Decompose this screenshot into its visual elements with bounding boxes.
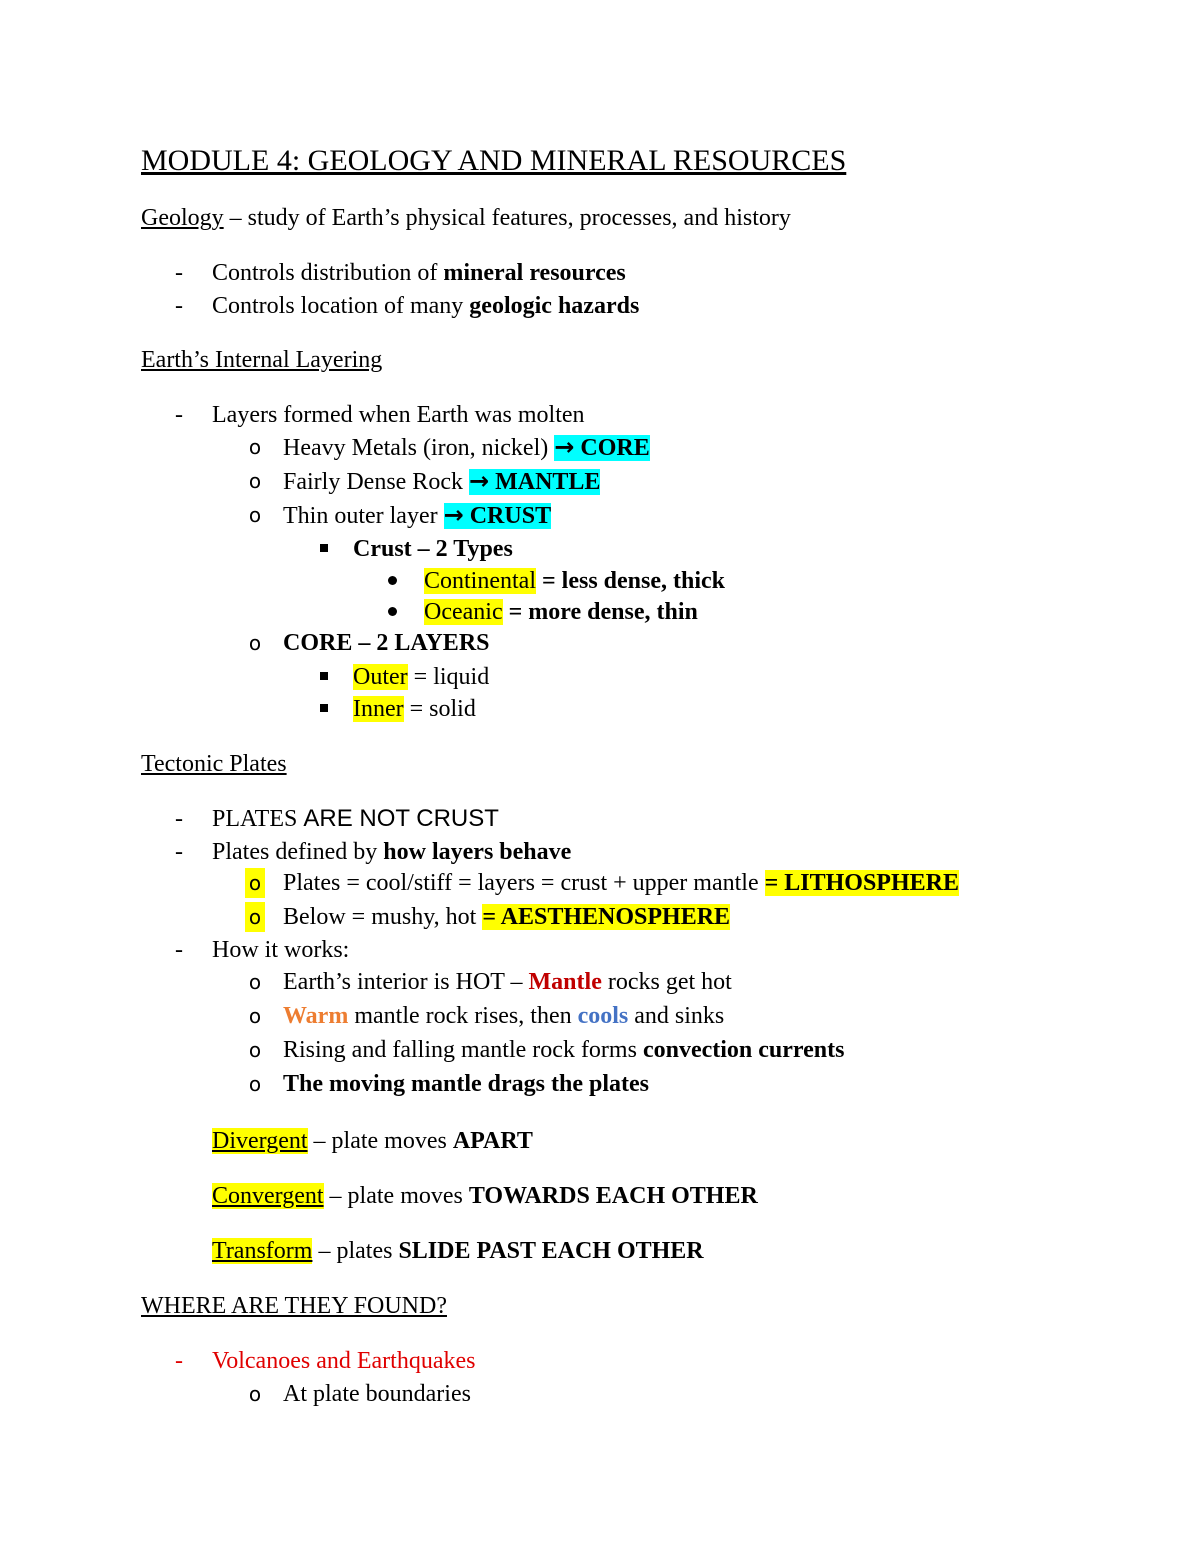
layer-crust-line: [283, 500, 551, 531]
circle-bullet: o: [248, 1382, 262, 1406]
layer-label: CRUST: [463, 503, 552, 529]
convection-line: [283, 1035, 844, 1065]
litho-text: Plates = cool/stiff = layers = crust + upper mantle: [283, 870, 765, 896]
dash-bullet: -: [175, 293, 183, 319]
convergent-line: [212, 1181, 758, 1211]
inner-term: Inner: [353, 696, 404, 722]
lithosphere-line: [283, 868, 959, 898]
oceanic-term: Oceanic: [424, 599, 503, 625]
square-bullet-icon: [320, 544, 328, 552]
layer-text: Heavy Metals (iron, nickel): [283, 435, 555, 461]
continental-line: [424, 566, 725, 596]
core-highlight: [554, 435, 649, 461]
hot-c: rocks get hot: [601, 969, 732, 995]
bullet-bold: geologic hazards: [469, 293, 640, 319]
section-heading-layering: Earth’s Internal Layering: [141, 347, 383, 373]
dash-bullet: -: [175, 806, 183, 832]
crust-highlight: [444, 503, 551, 529]
circle-bullet: o: [248, 631, 262, 655]
layer-label: CORE: [574, 435, 650, 461]
drags-plates: The moving mantle drags the plates: [283, 1071, 649, 1097]
convergent-term: Convergent: [212, 1183, 324, 1209]
warm-d: and sinks: [628, 1003, 725, 1029]
arrow-icon: →: [468, 467, 490, 495]
mantle-word: Mantle: [528, 969, 602, 995]
divergent-a: – plate moves: [307, 1128, 453, 1154]
arrow-icon: →: [443, 501, 464, 529]
layer-text: Fairly Dense Rock: [283, 469, 469, 495]
circle-bullet: o: [248, 1072, 262, 1096]
circle-bullet: o: [245, 902, 265, 932]
transform-a: – plates: [312, 1238, 399, 1264]
outer-desc: = liquid: [407, 664, 490, 690]
asthenosphere-label: = AESTHENOSPHERE: [482, 904, 731, 930]
circle-bullet: o: [245, 868, 265, 898]
divergent-term: Divergent: [212, 1128, 308, 1154]
bullet-text: Controls distribution of: [212, 260, 444, 286]
geology-bullet-1: [212, 258, 626, 288]
crust-types: Crust – 2 Types: [353, 536, 513, 562]
inner-desc: = solid: [403, 696, 476, 722]
oceanic-line: [424, 597, 698, 627]
transform-b: SLIDE PAST EACH OTHER: [398, 1238, 704, 1264]
defined-b: how layers behave: [383, 839, 572, 865]
dash-bullet: -: [175, 402, 183, 428]
hot-a: Earth’s interior is HOT –: [283, 969, 529, 995]
inner-core-line: [353, 694, 476, 724]
circle-bullet: o: [248, 970, 262, 994]
dot-bullet-icon: [388, 576, 397, 585]
convection-currents: convection currents: [642, 1037, 845, 1063]
convergent-b: TOWARDS EACH OTHER: [468, 1183, 758, 1209]
plates-not-crust: [212, 804, 499, 834]
section-heading-where: WHERE ARE THEY FOUND?: [141, 1293, 447, 1319]
dash-bullet: -: [175, 937, 183, 963]
warm-rises-line: [283, 1001, 724, 1031]
mantle-highlight: [469, 469, 600, 495]
layer-text: Thin outer layer: [283, 503, 444, 529]
defined-a: Plates defined by: [212, 839, 384, 865]
dot-bullet-icon: [388, 607, 397, 616]
bullet-bold: mineral resources: [443, 260, 626, 286]
geology-definition: [141, 203, 791, 233]
dash-bullet: -: [175, 1348, 183, 1374]
how-it-works: How it works:: [212, 937, 350, 963]
continental-desc: = less dense, thick: [535, 568, 726, 594]
circle-bullet: o: [248, 1004, 262, 1028]
transform-term: Transform: [212, 1238, 313, 1264]
asthenosphere-line: [283, 902, 730, 932]
cools-word: cools: [577, 1003, 629, 1029]
continental-term: Continental: [424, 568, 536, 594]
section-heading-plates: Tectonic Plates: [141, 751, 287, 777]
interior-hot-line: [283, 967, 732, 997]
warm-b: mantle rock rises, then: [348, 1003, 578, 1029]
square-bullet-icon: [320, 704, 328, 712]
divergent-line: [212, 1126, 533, 1156]
plates-defined: [212, 837, 571, 867]
bullet-text: Controls location of many: [212, 293, 470, 319]
dash-bullet: -: [175, 839, 183, 865]
circle-bullet: o: [248, 1038, 262, 1062]
lithosphere-label: = LITHOSPHERE: [764, 870, 959, 896]
convergent-a: – plate moves: [323, 1183, 469, 1209]
page-title: MODULE 4: GEOLOGY AND MINERAL RESOURCES: [141, 144, 847, 177]
rising-a: Rising and falling mantle rock forms: [283, 1037, 643, 1063]
divergent-b: APART: [452, 1128, 533, 1154]
outer-term: Outer: [353, 664, 408, 690]
not-crust-b: ARE NOT CRUST: [303, 805, 499, 832]
core-layers: CORE – 2 LAYERS: [283, 630, 490, 656]
volcanoes-earthquakes: Volcanoes and Earthquakes: [212, 1348, 476, 1374]
geology-def-text: – study of Earth’s physical features, processes, and history: [223, 205, 791, 231]
geology-term: Geology: [141, 205, 224, 231]
layering-intro: Layers formed when Earth was molten: [212, 402, 585, 428]
warm-word: Warm: [283, 1003, 349, 1029]
dash-bullet: -: [175, 260, 183, 286]
not-crust-a: PLATES: [212, 806, 304, 832]
oceanic-desc: = more dense, thin: [502, 599, 698, 625]
transform-line: [212, 1236, 704, 1266]
at-plate-boundaries: At plate boundaries: [283, 1381, 471, 1407]
circle-bullet: o: [248, 503, 262, 527]
square-bullet-icon: [320, 672, 328, 680]
layer-core-line: [283, 432, 650, 463]
arrow-icon: →: [554, 433, 575, 461]
astheno-text: Below = mushy, hot: [283, 904, 483, 930]
circle-bullet: o: [248, 469, 262, 493]
layer-mantle-line: [283, 466, 600, 497]
geology-bullet-2: [212, 291, 639, 321]
layer-label: MANTLE: [489, 469, 601, 495]
outer-core-line: [353, 662, 489, 692]
circle-bullet: o: [248, 435, 262, 459]
